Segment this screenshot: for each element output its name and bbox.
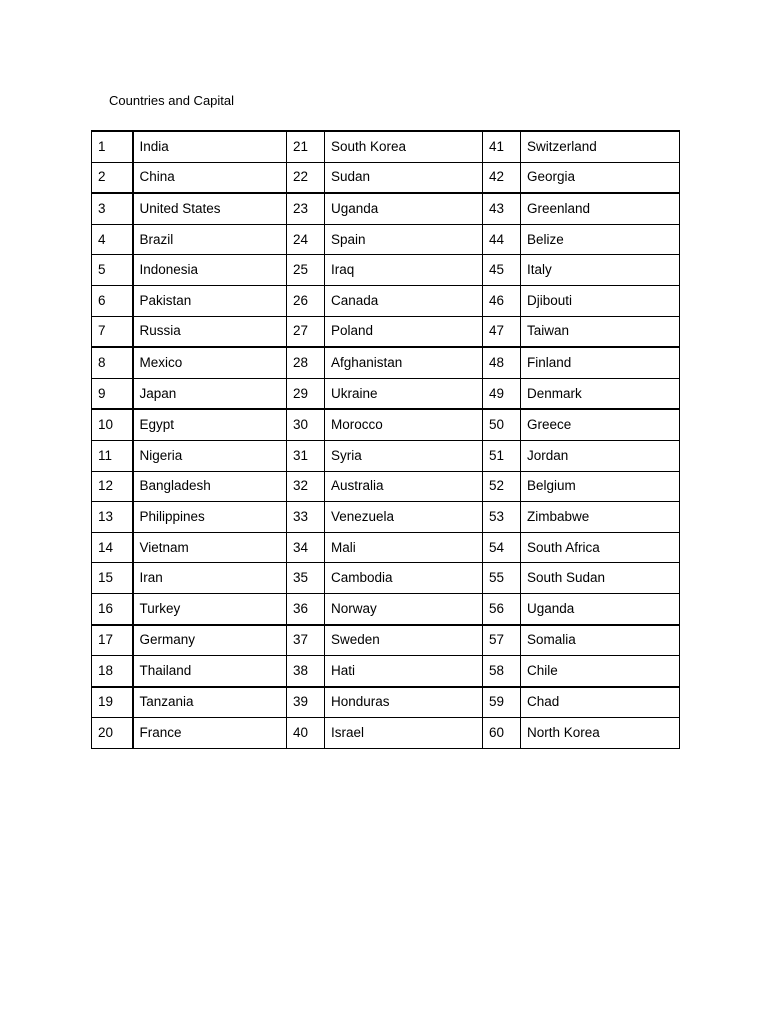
country-cell: Morocco	[325, 409, 483, 440]
country-cell: Sudan	[325, 162, 483, 193]
country-cell: Honduras	[325, 687, 483, 718]
country-cell: Sweden	[325, 625, 483, 656]
country-cell: Pakistan	[133, 285, 287, 316]
rank-cell: 36	[287, 593, 325, 624]
table-row	[92, 131, 680, 162]
rank-cell: 19	[92, 687, 133, 718]
table-row	[92, 471, 680, 502]
country-cell: Djibouti	[521, 285, 680, 316]
country-cell: Greenland	[521, 193, 680, 224]
table-row	[92, 593, 680, 624]
rank-cell: 2	[92, 162, 133, 193]
country-cell: India	[133, 131, 287, 162]
rank-cell: 38	[287, 656, 325, 687]
country-cell: Hati	[325, 656, 483, 687]
country-cell: Cambodia	[325, 563, 483, 594]
country-cell: South Sudan	[521, 563, 680, 594]
rank-cell: 54	[483, 532, 521, 563]
table-row	[92, 718, 680, 749]
rank-cell: 49	[483, 378, 521, 409]
country-cell: Denmark	[521, 378, 680, 409]
rank-cell: 20	[92, 718, 133, 749]
country-cell: Spain	[325, 224, 483, 255]
table-row	[92, 656, 680, 687]
table-row	[92, 162, 680, 193]
country-cell: Afghanistan	[325, 347, 483, 378]
table-row	[92, 316, 680, 347]
country-cell: Turkey	[133, 593, 287, 624]
rank-cell: 39	[287, 687, 325, 718]
rank-cell: 7	[92, 316, 133, 347]
country-cell: Nigeria	[133, 440, 287, 471]
rank-cell: 6	[92, 285, 133, 316]
country-cell: Italy	[521, 255, 680, 286]
country-cell: Jordan	[521, 440, 680, 471]
country-cell: Chile	[521, 656, 680, 687]
rank-cell: 35	[287, 563, 325, 594]
country-cell: South Africa	[521, 532, 680, 563]
rank-cell: 27	[287, 316, 325, 347]
table-row	[92, 255, 680, 286]
rank-cell: 60	[483, 718, 521, 749]
country-cell: Taiwan	[521, 316, 680, 347]
country-cell: Russia	[133, 316, 287, 347]
rank-cell: 53	[483, 502, 521, 533]
rank-cell: 9	[92, 378, 133, 409]
country-cell: Somalia	[521, 625, 680, 656]
rank-cell: 31	[287, 440, 325, 471]
country-cell: Japan	[133, 378, 287, 409]
rank-cell: 28	[287, 347, 325, 378]
rank-cell: 17	[92, 625, 133, 656]
country-cell: Israel	[325, 718, 483, 749]
country-cell: Norway	[325, 593, 483, 624]
rank-cell: 18	[92, 656, 133, 687]
country-cell: Ukraine	[325, 378, 483, 409]
country-cell: Brazil	[133, 224, 287, 255]
rank-cell: 41	[483, 131, 521, 162]
country-cell: Mali	[325, 532, 483, 563]
rank-cell: 15	[92, 563, 133, 594]
rank-cell: 4	[92, 224, 133, 255]
rank-cell: 23	[287, 193, 325, 224]
rank-cell: 51	[483, 440, 521, 471]
rank-cell: 26	[287, 285, 325, 316]
rank-cell: 52	[483, 471, 521, 502]
table-row	[92, 378, 680, 409]
table-row	[92, 563, 680, 594]
rank-cell: 8	[92, 347, 133, 378]
countries-table	[91, 130, 680, 749]
table-row	[92, 409, 680, 440]
rank-cell: 33	[287, 502, 325, 533]
rank-cell: 32	[287, 471, 325, 502]
rank-cell: 34	[287, 532, 325, 563]
rank-cell: 57	[483, 625, 521, 656]
rank-cell: 58	[483, 656, 521, 687]
rank-cell: 50	[483, 409, 521, 440]
country-cell: Uganda	[521, 593, 680, 624]
country-cell: Mexico	[133, 347, 287, 378]
country-cell: Venezuela	[325, 502, 483, 533]
country-cell: Indonesia	[133, 255, 287, 286]
rank-cell: 30	[287, 409, 325, 440]
rank-cell: 21	[287, 131, 325, 162]
rank-cell: 25	[287, 255, 325, 286]
rank-cell: 40	[287, 718, 325, 749]
table-row	[92, 224, 680, 255]
rank-cell: 45	[483, 255, 521, 286]
rank-cell: 14	[92, 532, 133, 563]
table-row	[92, 625, 680, 656]
rank-cell: 16	[92, 593, 133, 624]
country-cell: France	[133, 718, 287, 749]
country-cell: Syria	[325, 440, 483, 471]
rank-cell: 55	[483, 563, 521, 594]
country-cell: Belgium	[521, 471, 680, 502]
rank-cell: 56	[483, 593, 521, 624]
rank-cell: 37	[287, 625, 325, 656]
table-row	[92, 193, 680, 224]
country-cell: North Korea	[521, 718, 680, 749]
rank-cell: 29	[287, 378, 325, 409]
rank-cell: 43	[483, 193, 521, 224]
country-cell: South Korea	[325, 131, 483, 162]
table-row	[92, 532, 680, 563]
table-row	[92, 285, 680, 316]
rank-cell: 5	[92, 255, 133, 286]
table-row	[92, 687, 680, 718]
country-cell: Iraq	[325, 255, 483, 286]
rank-cell: 24	[287, 224, 325, 255]
rank-cell: 42	[483, 162, 521, 193]
rank-cell: 47	[483, 316, 521, 347]
country-cell: Belize	[521, 224, 680, 255]
country-cell: Iran	[133, 563, 287, 594]
country-cell: Thailand	[133, 656, 287, 687]
country-cell: Poland	[325, 316, 483, 347]
table-row	[92, 440, 680, 471]
rank-cell: 12	[92, 471, 133, 502]
country-cell: Vietnam	[133, 532, 287, 563]
rank-cell: 48	[483, 347, 521, 378]
rank-cell: 1	[92, 131, 133, 162]
country-cell: Chad	[521, 687, 680, 718]
country-cell: China	[133, 162, 287, 193]
rank-cell: 13	[92, 502, 133, 533]
country-cell: Uganda	[325, 193, 483, 224]
country-cell: Philippines	[133, 502, 287, 533]
page-title: Countries and Capital	[109, 93, 235, 108]
countries-table-body	[92, 131, 680, 748]
rank-cell: 11	[92, 440, 133, 471]
rank-cell: 3	[92, 193, 133, 224]
country-cell: United States	[133, 193, 287, 224]
country-cell: Greece	[521, 409, 680, 440]
country-cell: Germany	[133, 625, 287, 656]
country-cell: Tanzania	[133, 687, 287, 718]
country-cell: Switzerland	[521, 131, 680, 162]
country-cell: Egypt	[133, 409, 287, 440]
table-row	[92, 347, 680, 378]
country-cell: Australia	[325, 471, 483, 502]
rank-cell: 44	[483, 224, 521, 255]
table-row	[92, 502, 680, 533]
rank-cell: 22	[287, 162, 325, 193]
country-cell: Finland	[521, 347, 680, 378]
country-cell: Zimbabwe	[521, 502, 680, 533]
country-cell: Canada	[325, 285, 483, 316]
rank-cell: 10	[92, 409, 133, 440]
country-cell: Georgia	[521, 162, 680, 193]
rank-cell: 46	[483, 285, 521, 316]
country-cell: Bangladesh	[133, 471, 287, 502]
rank-cell: 59	[483, 687, 521, 718]
